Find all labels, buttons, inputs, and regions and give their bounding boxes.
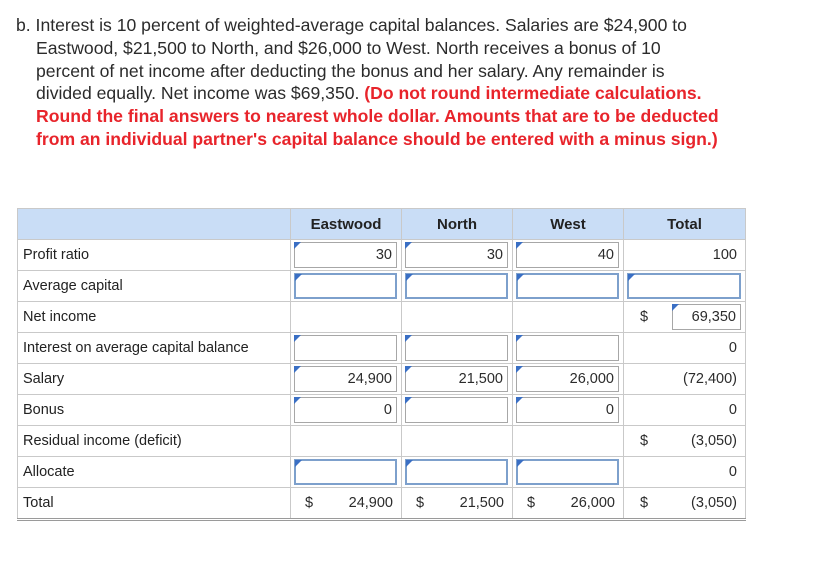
input-marker-icon [628, 274, 635, 281]
input-marker-icon [405, 397, 412, 404]
instruction-line-1: Round the final answers to nearest whole dollar. Amounts that are to be deducted [36, 106, 719, 127]
header-eastwood: Eastwood [291, 209, 402, 240]
row-label: Bonus [18, 395, 291, 426]
instruction-inline: (Do not round intermediate calculations. [364, 83, 702, 104]
problem-line-4-text: divided equally. Net income was $69,350. [36, 83, 360, 104]
problem-line-1: b. Interest is 10 percent of weighted-average capital balances. Salaries are $24,900 to [16, 15, 687, 35]
input-north-average-capital[interactable] [405, 273, 508, 299]
input-eastwood-profit-ratio[interactable]: 30 [294, 242, 397, 268]
row-total [18, 488, 746, 520]
empty-cell [402, 302, 513, 333]
currency-symbol: $ [640, 495, 649, 511]
row-label: Allocate [18, 457, 291, 488]
input-north-salary[interactable]: 21,500 [405, 366, 508, 392]
problem-line-2: Eastwood, $21,500 to North, and $26,000 to West. North receives a bonus of 10 [36, 37, 661, 58]
input-marker-icon [294, 242, 301, 249]
total-interest: 0 [728, 340, 737, 356]
input-north-interest[interactable] [405, 335, 508, 361]
input-marker-icon [406, 274, 413, 281]
row-label: Total [18, 488, 291, 520]
empty-cell [513, 302, 624, 333]
total-eastwood: 24,900 [348, 495, 393, 511]
problem-line-4 [16, 82, 796, 105]
input-west-interest[interactable] [516, 335, 619, 361]
input-eastwood-allocate[interactable] [294, 459, 397, 485]
input-marker-icon [295, 460, 302, 467]
input-eastwood-salary[interactable]: 24,900 [294, 366, 397, 392]
row-salary [18, 364, 746, 395]
problem-line-3: percent of net income after deducting the bonus and her salary. Any remainder is [36, 60, 665, 81]
input-marker-icon [295, 274, 302, 281]
problem-statement [16, 14, 796, 151]
input-marker-icon [294, 335, 301, 342]
input-eastwood-average-capital[interactable] [294, 273, 397, 299]
header-west: West [513, 209, 624, 240]
header-row [18, 209, 746, 240]
empty-cell [291, 426, 402, 457]
row-label: Interest on average capital balance [18, 333, 291, 364]
row-profit-ratio [18, 240, 746, 271]
total-profit-ratio: 100 [712, 247, 737, 263]
header-north: North [402, 209, 513, 240]
row-label: Salary [18, 364, 291, 395]
input-marker-icon [406, 460, 413, 467]
currency-symbol: $ [305, 495, 314, 511]
input-eastwood-bonus[interactable]: 0 [294, 397, 397, 423]
income-allocation-table [17, 208, 746, 521]
row-average-capital [18, 271, 746, 302]
currency-symbol: $ [416, 495, 425, 511]
input-west-bonus[interactable]: 0 [516, 397, 619, 423]
input-north-allocate[interactable] [405, 459, 508, 485]
row-label: Residual income (deficit) [18, 426, 291, 457]
input-marker-icon [294, 366, 301, 373]
empty-cell [402, 426, 513, 457]
input-west-allocate[interactable] [516, 459, 619, 485]
row-interest [18, 333, 746, 364]
empty-cell [513, 426, 624, 457]
input-marker-icon [294, 397, 301, 404]
total-residual: (3,050) [691, 433, 737, 449]
currency-symbol: $ [640, 309, 649, 325]
row-label: Profit ratio [18, 240, 291, 271]
total-total: (3,050) [691, 495, 737, 511]
input-marker-icon [517, 274, 524, 281]
row-residual [18, 426, 746, 457]
row-allocate [18, 457, 746, 488]
input-marker-icon [516, 242, 523, 249]
total-salary: (72,400) [682, 371, 737, 387]
input-north-bonus[interactable] [405, 397, 508, 423]
input-total-net-income[interactable]: 69,350 [672, 304, 741, 330]
input-marker-icon [405, 366, 412, 373]
input-marker-icon [516, 335, 523, 342]
row-label: Net income [18, 302, 291, 333]
currency-symbol: $ [640, 433, 649, 449]
input-marker-icon [405, 335, 412, 342]
header-blank [18, 209, 291, 240]
row-bonus [18, 395, 746, 426]
instruction-line-2: from an individual partner's capital balance should be entered with a minus sign.) [36, 128, 718, 149]
row-net-income [18, 302, 746, 333]
total-bonus: 0 [728, 402, 737, 418]
input-marker-icon [516, 397, 523, 404]
total-allocate: 0 [728, 464, 737, 480]
input-total-average-capital[interactable] [627, 273, 741, 299]
input-marker-icon [517, 460, 524, 467]
empty-cell [291, 302, 402, 333]
total-west: 26,000 [570, 495, 615, 511]
input-west-profit-ratio[interactable]: 40 [516, 242, 619, 268]
input-marker-icon [516, 366, 523, 373]
input-west-salary[interactable]: 26,000 [516, 366, 619, 392]
currency-symbol: $ [527, 495, 536, 511]
input-west-average-capital[interactable] [516, 273, 619, 299]
input-marker-icon [405, 242, 412, 249]
input-eastwood-interest[interactable] [294, 335, 397, 361]
input-north-profit-ratio[interactable]: 30 [405, 242, 508, 268]
row-label: Average capital [18, 271, 291, 302]
header-total: Total [624, 209, 746, 240]
input-marker-icon [672, 304, 679, 311]
total-north: 21,500 [459, 495, 504, 511]
